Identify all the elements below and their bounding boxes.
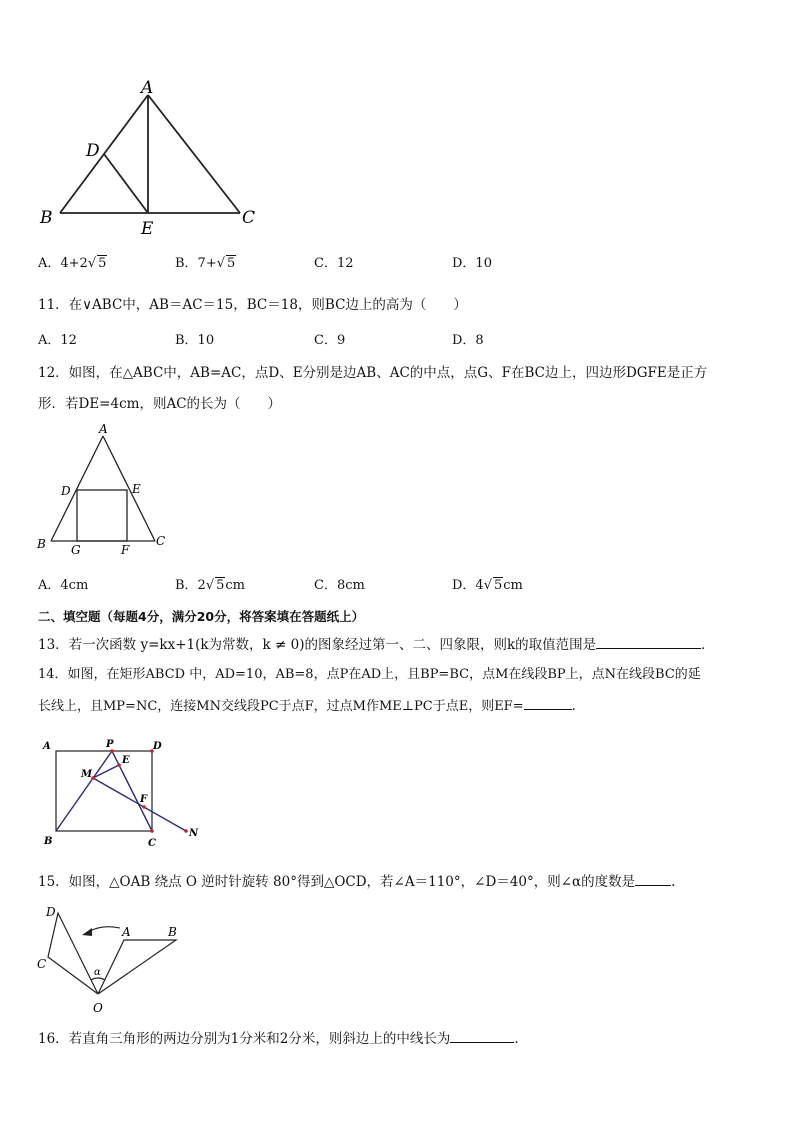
q12-option-b: B．2√ 5cm bbox=[175, 578, 246, 593]
q12-option-c: C．8cm bbox=[314, 578, 365, 593]
q11-option-a: A．12 bbox=[38, 333, 77, 348]
label-O: O bbox=[93, 1001, 103, 1015]
q11-option-c: C．9 bbox=[314, 333, 346, 348]
label-A: A bbox=[99, 422, 108, 436]
label-B: B bbox=[37, 537, 46, 551]
label-N: N bbox=[189, 828, 199, 839]
arrow-head-icon bbox=[82, 928, 92, 936]
label-C: C bbox=[37, 957, 47, 971]
q10-option-a: A．4+2√ 5 bbox=[38, 256, 107, 271]
q10-figure bbox=[36, 78, 276, 248]
q12-stem-line1: 12．如图，在△ABC中，AB=AC，点D、E分别是边AB、AC的中点，点G、F在BC边上，四边形DGFE是正方 bbox=[38, 365, 708, 381]
label-B: B bbox=[44, 836, 53, 847]
q11-option-b: B．10 bbox=[175, 333, 215, 348]
label-A: A bbox=[43, 741, 51, 752]
q10-option-b: B．7+√ 5 bbox=[175, 256, 236, 271]
answer-blank[interactable] bbox=[524, 697, 572, 710]
label-A: A bbox=[122, 925, 131, 939]
q11-stem: 11．在∨ABC中，AB＝AC＝15，BC＝18，则BC边上的高为（ ） bbox=[38, 297, 467, 313]
answer-blank[interactable] bbox=[635, 873, 671, 886]
q10-option-c: C．12 bbox=[314, 256, 354, 271]
q14-stem-line2: 长线上，且MP=NC，连接MN交线段PC于点F，过点M作ME⊥PC于点E，则EF= . bbox=[38, 699, 576, 714]
label-F: F bbox=[140, 794, 148, 805]
sqrt-symbol: √ 5 bbox=[216, 256, 236, 271]
sqrt-symbol: √ 5 bbox=[205, 578, 225, 593]
label-E: E bbox=[122, 755, 130, 766]
answer-blank[interactable] bbox=[450, 1030, 514, 1043]
label-D: D bbox=[46, 905, 56, 919]
label-C: C bbox=[148, 838, 156, 849]
label-D: D bbox=[153, 741, 162, 752]
label-C: C bbox=[242, 208, 256, 228]
label-alpha: α bbox=[94, 967, 101, 978]
q12-option-a: A．4cm bbox=[38, 578, 89, 593]
q12-option-d: D．4√ 5cm bbox=[452, 578, 523, 593]
q16-stem: 16．若直角三角形的两边分别为1分米和2分米，则斜边上的中线长为 . bbox=[38, 1031, 519, 1047]
q11-option-d: D．8 bbox=[452, 333, 484, 348]
label-F: F bbox=[121, 543, 130, 557]
label-B: B bbox=[40, 208, 53, 228]
label-D: D bbox=[61, 484, 71, 498]
label-E: E bbox=[132, 482, 141, 496]
label-D: D bbox=[86, 141, 100, 161]
label-G: G bbox=[71, 543, 81, 557]
sqrt-symbol: √ 5 bbox=[87, 256, 107, 271]
label-B: B bbox=[168, 925, 177, 939]
label-C: C bbox=[156, 534, 166, 548]
section-heading: 二、填空题（每题4分，满分20分，将答案填在答题纸上） bbox=[38, 609, 365, 624]
sqrt-symbol: √ 5 bbox=[483, 578, 503, 593]
label-A: A bbox=[141, 78, 154, 98]
label-P: P bbox=[106, 739, 114, 750]
q14-figure bbox=[36, 735, 211, 850]
label-M: M bbox=[81, 769, 93, 780]
q13-stem: 13．若一次函数 y=kx+1(k为常数，k ≠ 0)的图象经过第一、二、四象限，则k的取值范围是 ． bbox=[38, 637, 715, 653]
q10-option-d: D．10 bbox=[452, 256, 492, 271]
q15-stem: 15．如图，△OAB 绕点 O 逆时针旋转 80°得到△OCD，若∠A＝110°，∠D＝40°，则∠α的度数是 . bbox=[38, 874, 676, 890]
q14-stem-line1: 14．如图，在矩形ABCD 中，AD=10，AB=8，点P在AD上，且BP=BC，点M在线段BP上，点N在线段BC的延 bbox=[38, 667, 701, 682]
label-E: E bbox=[141, 219, 154, 239]
q12-stem-line2: 形．若DE=4cm，则AC的长为（ ） bbox=[38, 396, 282, 412]
q15-figure bbox=[36, 902, 186, 1017]
q12-figure bbox=[36, 422, 176, 557]
answer-blank[interactable] bbox=[596, 636, 701, 649]
